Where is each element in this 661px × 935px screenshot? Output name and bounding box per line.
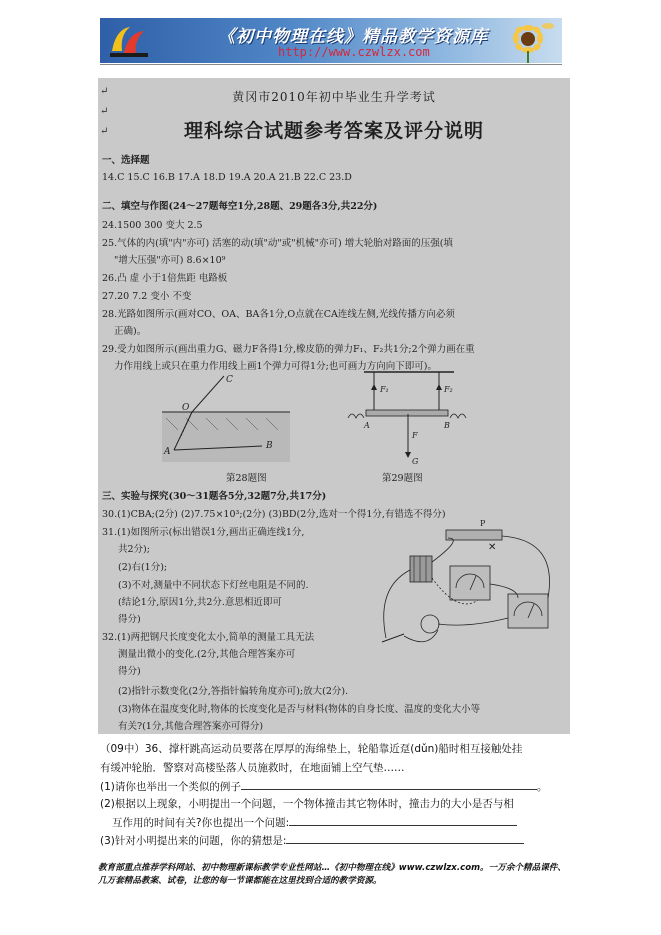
section-heading: 三、实验与探究(30～31题各5分,32题7分,共17分)	[102, 491, 327, 502]
figure-29-diagram	[344, 368, 474, 468]
banner-title: 《初中物理在线》精品教学资源库	[218, 27, 488, 47]
question-36-part-2b	[112, 814, 517, 830]
question-36-line-1: （09中）36、撑杆跳高运动员要落在厚厚的海绵垫上，轮船靠近趸(dǔn)船时相互接触处挂	[100, 743, 523, 755]
answer-line: (2)指针示数变化(2分,答指针偏转角度亦可);放大(2分).	[118, 686, 349, 697]
scanned-answer-sheet	[98, 78, 570, 734]
answer-line: 25.气体的内(填"内"亦可) 活塞的动(填"动"或"机械"亦可) 增大轮胎对路面的压强(填	[102, 238, 453, 249]
answer-line: 有关?(1分,其他合理答案亦可得分)	[118, 721, 264, 732]
answer-line: 力作用线上或只在重力作用线上画1个弹力可得1分;也可画力方向向下即可)。	[114, 361, 437, 372]
answer-line: (3)不对,测量中不同状态下灯丝电阻是不同的.	[118, 580, 309, 591]
section-heading: 二、填空与作图(24～27题每空1分,28题、29题各3分,共22分)	[102, 201, 378, 212]
answer-line: 14.C 15.C 16.B 17.A 18.D 19.A 20.A 21.B 22.C 23.D	[102, 172, 352, 183]
site-banner	[100, 18, 562, 63]
answer-line: 得分)	[118, 666, 141, 677]
exam-title: 黄冈市2010年初中毕业生升学考试	[232, 90, 436, 104]
fig28-label-b: B	[266, 441, 273, 451]
answer-line: 32.(1)两把钢尺长度变化太小,简单的测量工具无法	[102, 632, 315, 643]
answer-line: (3)物体在温度变化时,物体的长度变化是否与材料(物体的自身长度、温度的变化大小等	[118, 704, 481, 715]
answer-line: 得分)	[118, 614, 141, 625]
fig29-label-g: G	[412, 457, 419, 466]
circuit-label-p: P	[480, 519, 486, 528]
part-2-prompt: 互作用的时间有关?你也提出一个问题:	[112, 817, 290, 829]
paragraph-mark: ↵	[100, 126, 109, 137]
answer-line: 24.1500 300 变大 2.5	[102, 220, 203, 231]
answer-line: 26.凸 虚 小于1倍焦距 电路板	[102, 273, 228, 284]
fig28-label-o: O	[182, 403, 190, 413]
section-heading: 一、选择题	[102, 155, 150, 166]
circuit-diagram	[368, 518, 564, 658]
fig28-label-c: C	[226, 375, 233, 385]
question-36-part-3	[100, 832, 524, 848]
fig29-label-f: F	[412, 431, 418, 440]
answer-line: (2)右(1分);	[118, 562, 168, 573]
answer-line: 28.光路如图所示(画对CO、OA、BA各1分,O点就在CA连线左侧,光线传播方向必须	[102, 309, 455, 320]
banner-url[interactable]: http://www.czwlzx.com	[278, 45, 430, 59]
part-3-prompt: (3)针对小明提出来的问题，你的猜想是:	[100, 835, 287, 847]
answer-blank-1[interactable]	[241, 778, 537, 790]
page-footer: 教育部重点推荐学科网站、初中物理新课标教学专业性网站…《初中物理在线》www.czwlzx.com。一万余个精品课件、几万套精品教案、试卷，让您的每一节课都能在这里找到合适的教学资源。	[98, 863, 566, 886]
answer-line: 27.20 7.2 变小 不变	[102, 291, 192, 302]
paragraph-mark: ↵	[100, 86, 109, 97]
answer-title: 理科综合试题参考答案及评分说明	[183, 120, 484, 142]
answer-line: (结论1分,原因1分,共2分.意思相近即可	[118, 597, 282, 608]
question-36-part-2a: (2)根据以上现象，小明提出一个问题，一个物体撞击其它物体时，撞击力的大小是否与相	[100, 798, 514, 810]
svg-text:✕: ✕	[488, 542, 497, 553]
figure-28-caption: 第28题图	[226, 473, 267, 484]
answer-line: 29.受力如图所示(画出重力G、磁力F各得1分,橡皮筋的弹力F₁、F₂共1分;2个弹力画在重	[102, 344, 475, 355]
answer-blank-3[interactable]	[286, 832, 524, 844]
answer-line: 31.(1)如图所示(标出错误1分,画出正确连线1分,	[102, 527, 305, 538]
answer-line: 正确)。	[114, 326, 147, 337]
part-1-end: 。	[536, 781, 548, 793]
answer-blank-2[interactable]	[289, 814, 517, 826]
answer-line: 共2分);	[118, 544, 150, 555]
answer-line: "增大压强"亦可) 8.6×10⁹	[114, 255, 226, 266]
fig29-label-f2: F₂	[444, 385, 453, 394]
question-36-line-2: 有缓冲轮胎．警察对高楼坠落人员施救时，在地面铺上空气垫……	[100, 762, 405, 774]
site-logo-icon	[106, 21, 152, 61]
fig28-label-a: A	[164, 447, 171, 457]
part-1-prompt: (1)请你也举出一个类似的例子	[100, 781, 241, 793]
figure-28-diagram	[158, 374, 298, 464]
fig29-label-b: B	[444, 421, 450, 430]
header-divider	[100, 64, 562, 65]
fig29-label-f1: F₁	[380, 385, 389, 394]
sunflower-icon	[468, 18, 558, 63]
figure-29-caption: 第29题图	[382, 473, 423, 484]
question-36-part-1	[100, 778, 547, 794]
answer-line: 测量出微小的变化.(2分,其他合理答案亦可	[118, 649, 296, 660]
paragraph-mark: ↵	[100, 106, 109, 117]
answer-line: 30.(1)CBA;(2分) (2)7.75×10³;(2分) (3)BD(2分,选对一个得1分,有错选不得分)	[102, 509, 446, 520]
fig29-label-a: A	[364, 421, 370, 430]
